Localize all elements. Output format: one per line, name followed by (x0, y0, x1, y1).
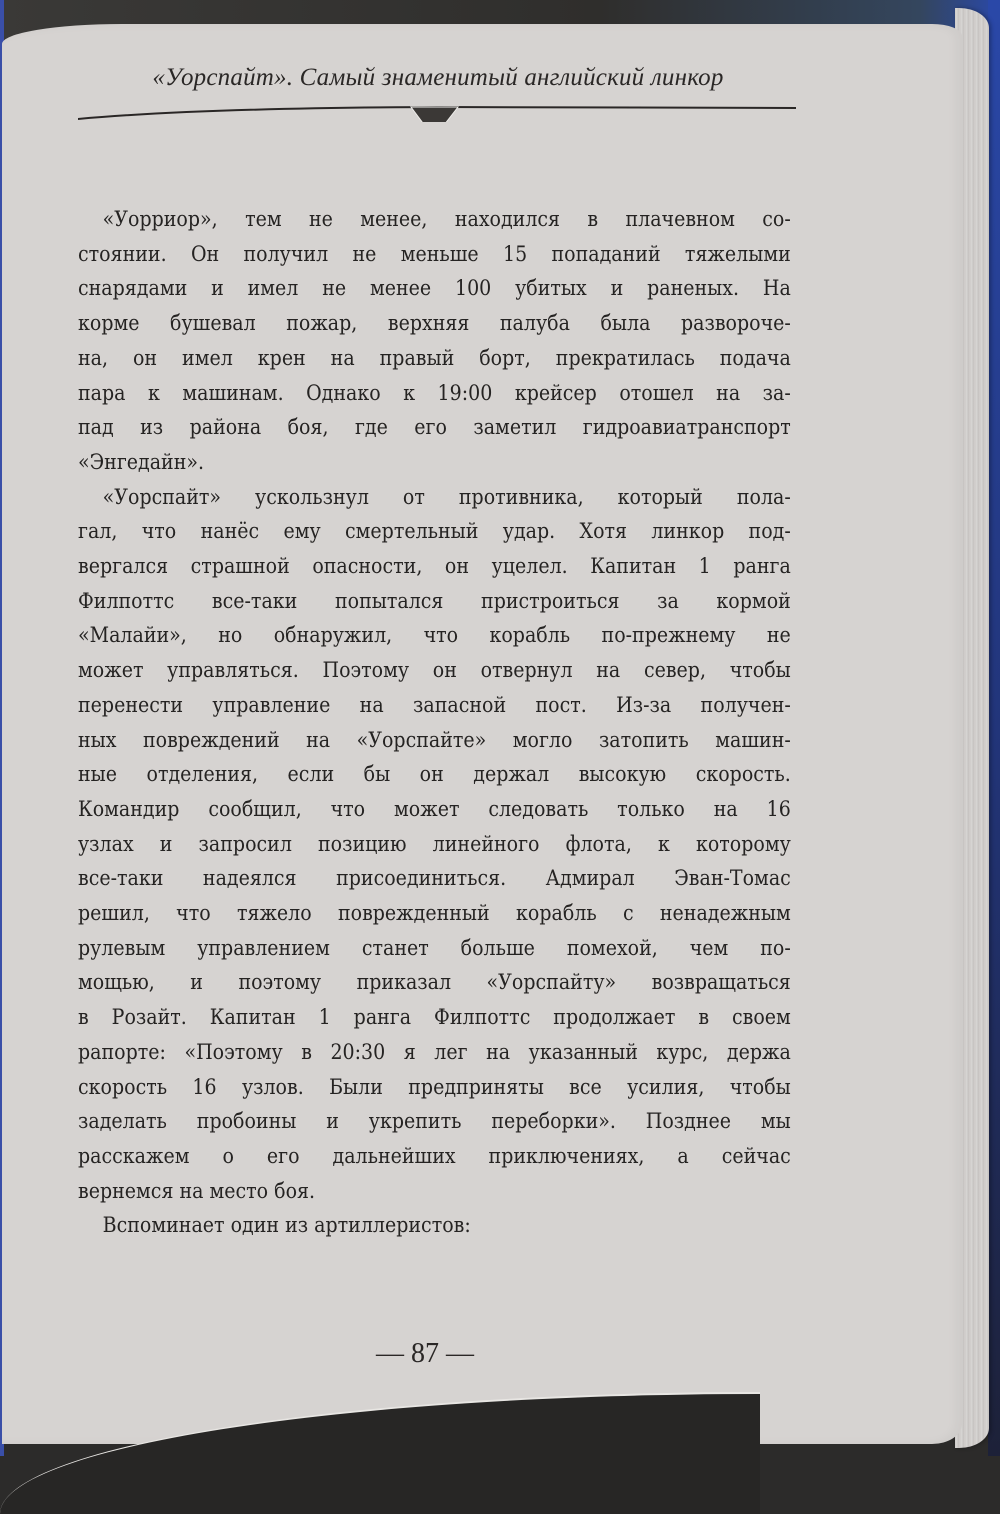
text-line: скорость 16 узлов. Были предприняты все усилия, чтобы (78, 1074, 791, 1100)
text-line: решил, что тяжело поврежденный корабль с ненадежным (78, 901, 791, 927)
text-line: Филпоттс все-таки попытался пристроиться за кормой (78, 588, 791, 614)
text-line: снарядами и имел не менее 100 убитых и раненых. На (78, 276, 791, 302)
text-line: Вспоминает один из артиллеристов: (102, 1213, 471, 1239)
page-number: — 87 — (376, 1338, 474, 1369)
running-head: «Уорспайт». Самый знаменитый английский линкор (152, 64, 724, 91)
text-line: расскажем о его дальнейших приключениях, а сейчас (78, 1143, 791, 1169)
text-line: корме бушевал пожар, верхняя палуба была развороче- (78, 311, 791, 337)
text-line: ных повреждений на «Уорспайте» могло затопить машин- (78, 727, 791, 753)
text-line: гал, что нанёс ему смертельный удар. Хотя линкор под- (78, 519, 791, 545)
text-line: вернемся на место боя. (78, 1178, 316, 1204)
text-line: вергался страшной опасности, он уцелел. Капитан 1 ранга (78, 554, 791, 580)
text-line: рапорте: «Поэтому в 20:30 я лег на указанный курс, держа (78, 1039, 791, 1065)
body-text (78, 203, 791, 1244)
text-line: «Уорриор», тем не менее, находился в плачевном со- (102, 207, 791, 232)
cover-edge-right (988, 0, 1000, 1456)
text-line: ные отделения, если бы он держал высокую скорость. (78, 762, 791, 788)
text-line: в Розайт. Капитан 1 ранга Филпоттс продолжает в своем (78, 1005, 791, 1031)
text-line: рулевым управлением станет больше помехой, чем по- (78, 935, 791, 961)
text-line: узлах и запросил позицию линейного флота, к которому (78, 831, 791, 857)
text-line: «Энгедайн». (78, 449, 205, 475)
text-line: Командир сообщил, что может следовать только на 16 (78, 796, 791, 822)
text-line: на, он имел крен на правый борт, прекратилась подача (78, 345, 791, 371)
text-line: пад из района боя, где его заметил гидроавиатранспорт (78, 415, 791, 441)
text-line: «Уорспайт» ускользнул от противника, который пола- (102, 484, 791, 510)
text-line: перенести управление на запасной пост. Из-за получен- (78, 692, 791, 718)
text-line: может управляться. Поэтому он отвернул на север, чтобы (78, 658, 791, 684)
triangle-ornament-icon (411, 107, 458, 122)
paragraph-1 (78, 203, 791, 481)
text-line: мощью, и поэтому приказал «Уорспайту» возвращаться (78, 970, 791, 996)
text-line: стоянии. Он получил не меньше 15 попаданий тяжелыми (78, 241, 791, 267)
paragraph-3 (78, 1209, 791, 1244)
text-line: все-таки надеялся присоединиться. Адмирал Эван-Томас (78, 866, 791, 892)
text-line: пара к машинам. Однако к 19:00 крейсер отошел на за- (78, 380, 791, 406)
text-line: заделать пробоины и укрепить переборки». Позднее мы (78, 1109, 791, 1135)
paragraph-2 (78, 481, 791, 1210)
header-rule-ornament (78, 104, 796, 122)
text-line: «Малайи», но обнаружил, что корабль по-прежнему не (78, 623, 791, 649)
